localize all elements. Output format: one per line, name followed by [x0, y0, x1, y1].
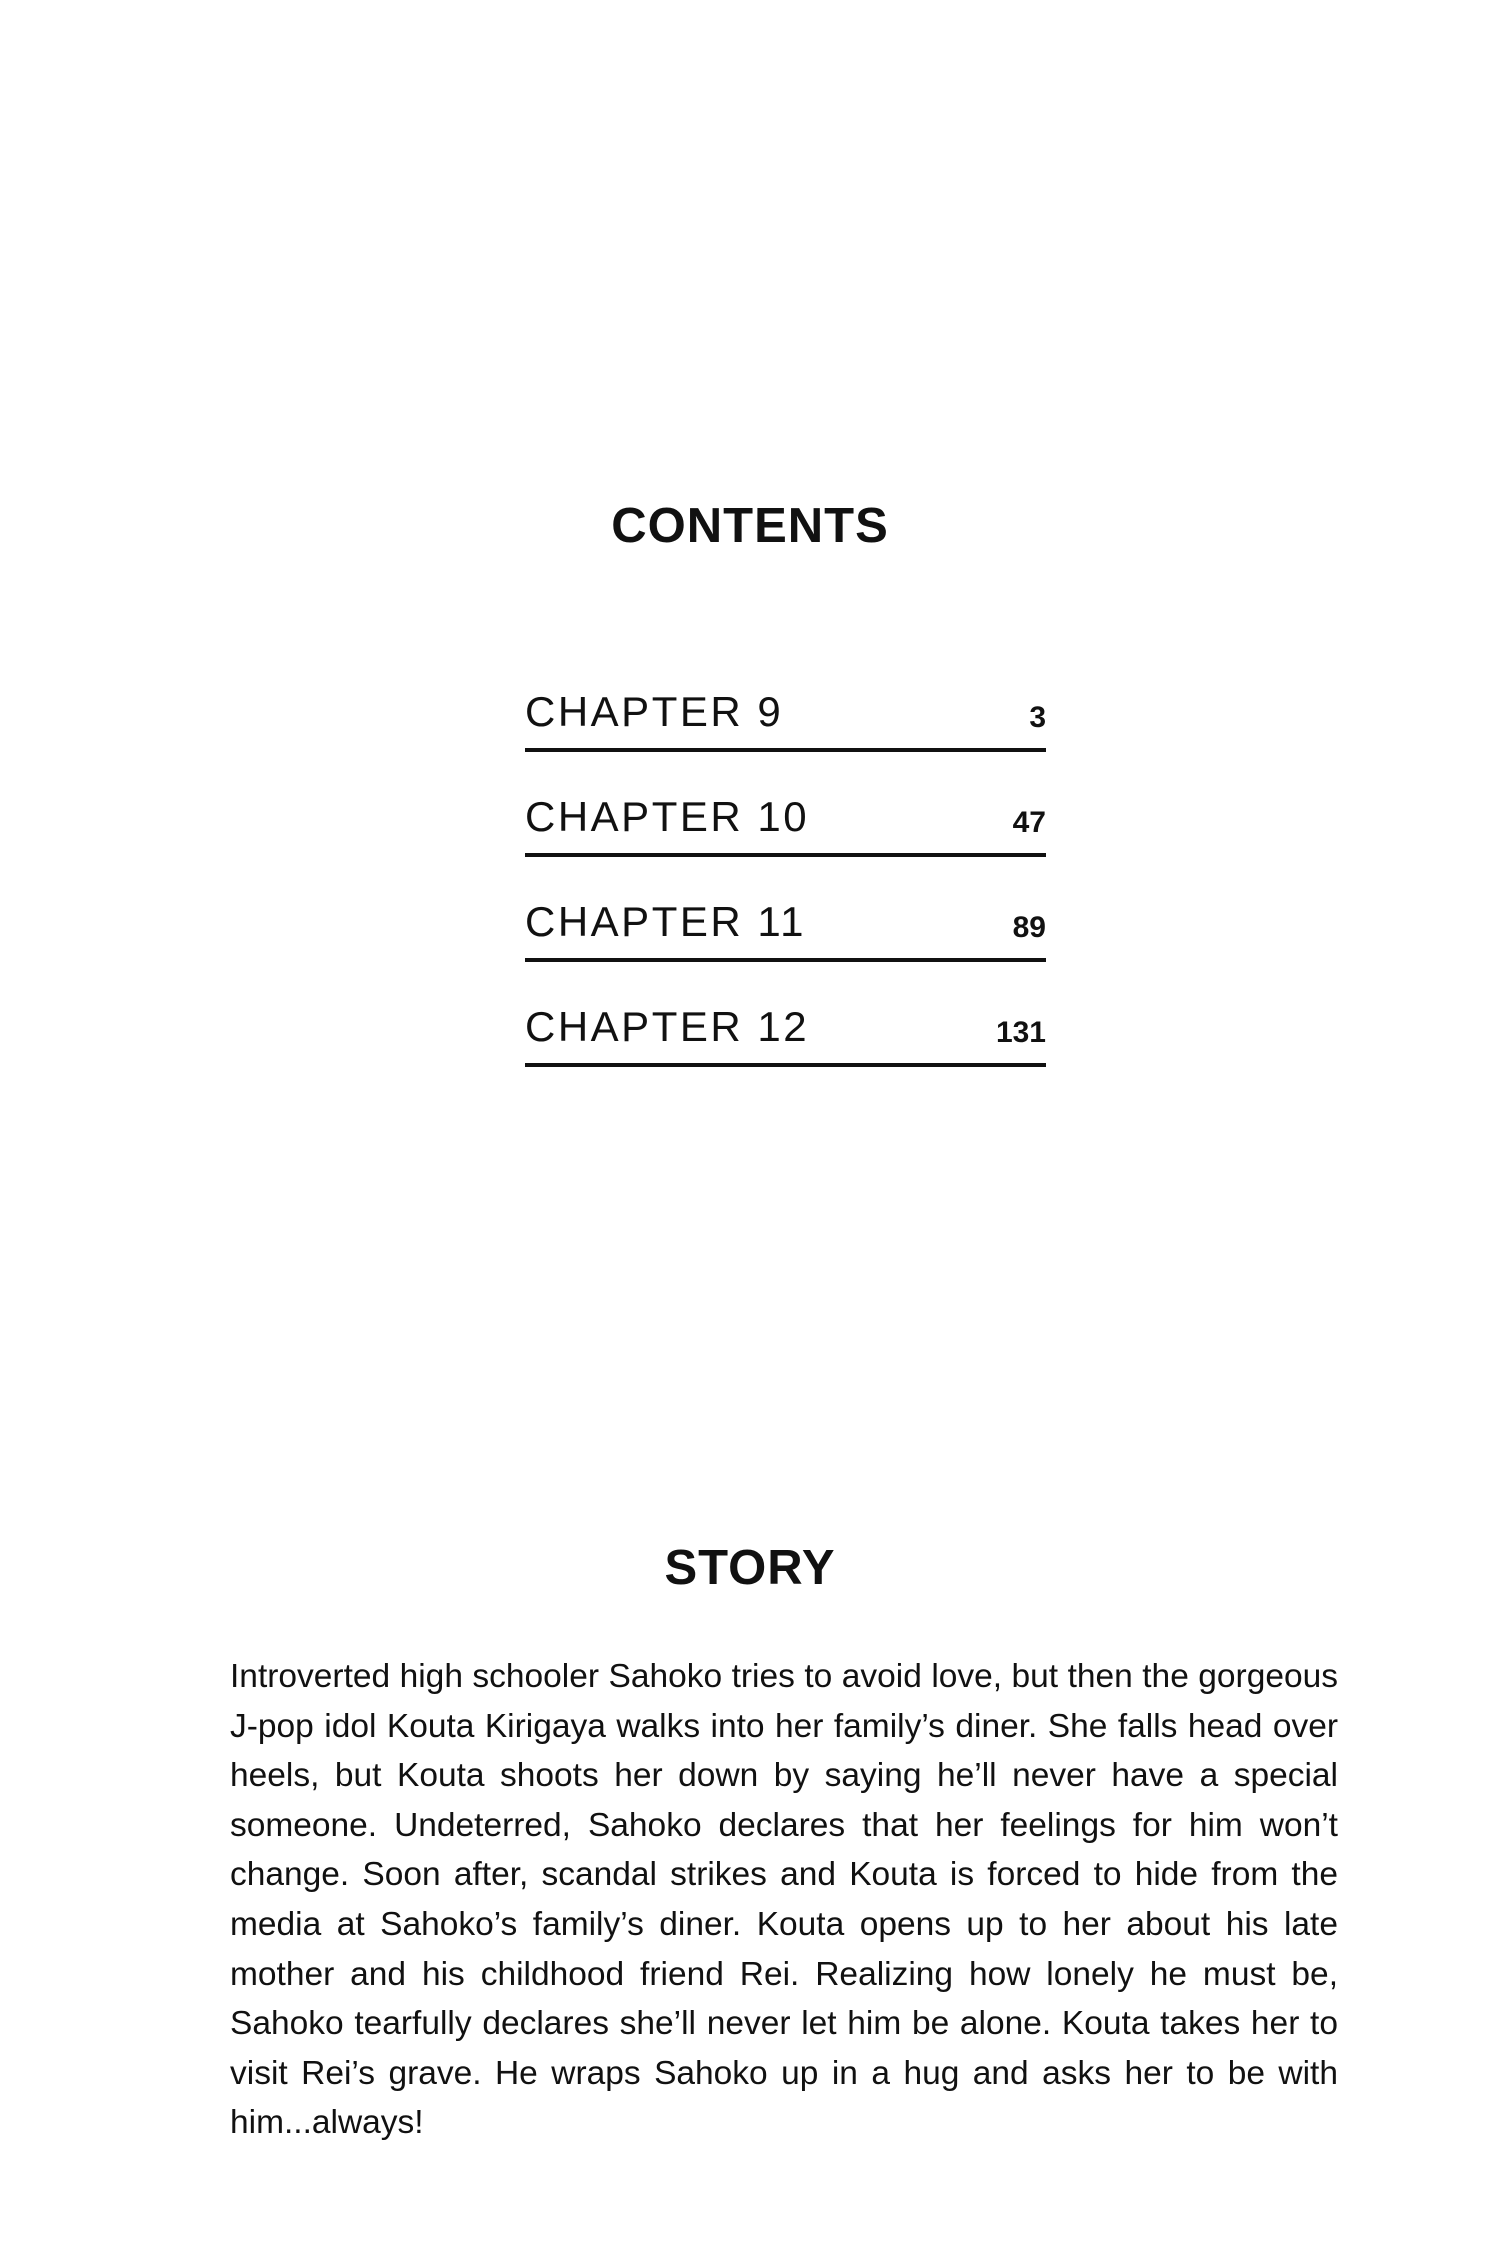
- story-synopsis: Introverted high schooler Sahoko tries to avoid love, but then the gorgeous J-pop idol Kouta Kirigaya walks into her family’s diner. She falls head over heels, but Kouta shoots her down by saying he’ll never have a special someone. Undeterred, Sahoko declares that her feelings for him won’t change. Soon after, scandal strikes and Kouta is forced to hide from the media at Sahoko’s family’s diner. Kouta opens up to her about his late mother and his childhood friend Rei. Realizing how lonely he must be, Sahoko tearfully declares she’ll never let him be alone. Kouta takes her to visit Rei’s grave. He wraps Sahoko up in a hug and asks her to be with him...always!: [230, 1658, 1338, 2142]
- toc-chapter-label: CHAPTER 9: [525, 688, 784, 735]
- toc-entry-chapter-9: [525, 684, 1046, 789]
- table-of-contents: [525, 684, 1046, 1104]
- toc-chapter-label: CHAPTER 12: [525, 1003, 810, 1050]
- toc-divider: [525, 853, 1046, 857]
- toc-page-number: 47: [1012, 806, 1046, 839]
- toc-chapter-label: CHAPTER 11: [525, 898, 806, 945]
- toc-page-number: 131: [995, 1016, 1046, 1049]
- toc-divider: [525, 1063, 1046, 1067]
- toc-entry-chapter-10: [525, 789, 1046, 894]
- toc-entry-chapter-11: [525, 894, 1046, 999]
- toc-page-number: 3: [1029, 701, 1046, 734]
- toc-page-number: 89: [1012, 911, 1046, 944]
- story-heading: STORY: [664, 1541, 836, 1595]
- toc-divider: [525, 748, 1046, 752]
- toc-divider: [525, 958, 1046, 962]
- contents-heading: CONTENTS: [611, 499, 889, 553]
- toc-chapter-label: CHAPTER 10: [525, 793, 810, 840]
- toc-entry-chapter-12: [525, 999, 1046, 1104]
